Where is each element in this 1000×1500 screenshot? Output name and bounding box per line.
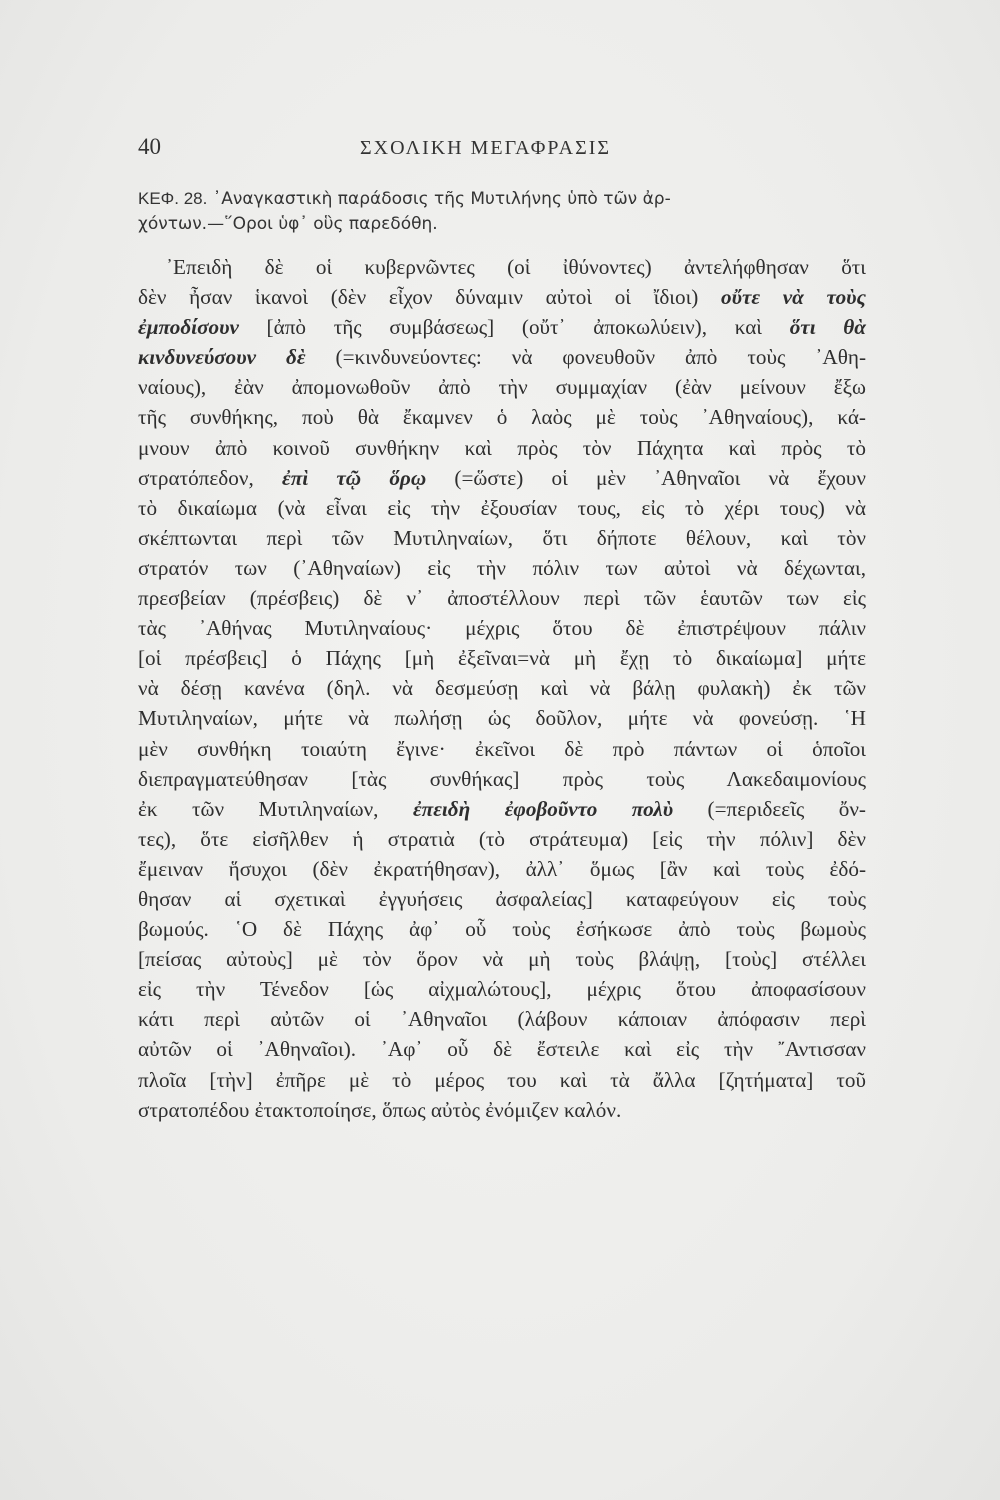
text-line — [138, 613, 866, 643]
text-line — [138, 553, 866, 583]
text-line — [138, 1065, 866, 1095]
text-segment: πλοῖα [τὴν] ἐπῆρε μὲ τὸ μέρος του καὶ τὰ ἄλλα [ζητήματα] τοῦ — [138, 1067, 866, 1092]
text-line — [138, 944, 866, 974]
text-line — [138, 914, 866, 944]
text-segment: ἐμποδίσουν — [138, 315, 239, 340]
text-segment: θησαν αἱ σχετικαὶ ἐγγυήσεις ἀσφαλείας] καταφεύγουν εἰς τοὺς — [138, 886, 866, 911]
text-segment: ἐπὶ τῷ ὅρῳ — [282, 465, 427, 490]
text-line — [138, 1095, 866, 1125]
text-line — [138, 643, 866, 673]
text-line — [138, 463, 866, 493]
chapter-title-line-1: ᾿Αναγκαστικὴ παράδοσις τῆς Μυτιλήνης ὑπὸ τῶν ἀρ- — [212, 189, 671, 209]
text-segment: (=κινδυνεύοντες: νὰ φονευθοῦν ἀπὸ τοὺς ᾿Αθη- — [305, 345, 866, 370]
text-line — [138, 734, 866, 764]
text-line — [138, 974, 866, 1004]
text-segment: ἐπειδὴ ἐφοβοῦντο πολὺ — [412, 796, 674, 821]
text-line — [138, 433, 866, 463]
text-segment: μὲν συνθήκη τοιαύτη ἔγινε· ἐκεῖνοι δὲ πρὸ πάντων οἱ ὁποῖοι — [138, 736, 866, 761]
text-line — [138, 493, 866, 523]
text-segment: κάτι περὶ αὐτῶν οἱ ᾿Αθηναῖοι (λάβουν κάποιαν ἀπόφασιν περὶ — [138, 1007, 866, 1032]
text-line — [138, 1004, 866, 1034]
text-segment: (=περιδεεῖς ὄν- — [673, 796, 866, 821]
text-segment: οὔτε νὰ τοὺς — [721, 285, 866, 310]
running-title: ΣΧΟΛΙΚΗ ΜΕΓΑΦΡΑΣΙΣ — [360, 137, 612, 159]
text-segment: ὅτι θὰ — [789, 315, 866, 340]
page-number: 40 — [138, 134, 161, 159]
text-segment: τὰς ᾿Αθήνας Μυτιληναίους· μέχρις ὅτου δὲ ἐπιστρέψουν πάλιν — [138, 616, 866, 641]
text-line — [138, 402, 866, 432]
text-line — [138, 252, 866, 282]
text-line — [138, 673, 866, 703]
text-line — [138, 372, 866, 402]
text-segment: στρατόπεδον, — [138, 465, 282, 490]
chapter-heading — [138, 186, 864, 237]
text-segment: [οἱ πρέσβεις] ὁ Πάχης [μὴ ἐξεῖναι=νὰ μὴ ἔχῃ τὸ δικαίωμα] μήτε — [138, 646, 866, 671]
text-segment: τὸ δικαίωμα (νὰ εἶναι εἰς τὴν ἐξουσίαν τους, εἰς τὸ χέρι τους) νὰ — [138, 495, 866, 520]
text-segment: κινδυνεύσουν δὲ — [138, 345, 306, 370]
chapter-title-line-2: χόντων.—῞Οροι ὑφ᾿ οὓς παρεδόθη. — [138, 214, 438, 234]
text-line — [138, 884, 866, 914]
text-segment: στρατόν των (᾿Αθηναίων) εἰς τὴν πόλιν των αὐτοὶ νὰ δέχωνται, — [138, 555, 866, 580]
text-segment: Μυτιληναίων, μήτε νὰ πωλήσῃ ὡς δοῦλον, μήτε νὰ φονεύσῃ. ῾Η — [138, 706, 866, 731]
text-line — [138, 312, 866, 342]
text-segment: μνουν ἀπὸ κοινοῦ συνθήκην καὶ πρὸς τὸν Πάχητα καὶ πρὸς τὸ — [138, 435, 866, 460]
text-segment: νὰ δέσῃ κανένα (δηλ. νὰ δεσμεύσῃ καὶ νὰ βάλῃ φυλακὴ) ἐκ τῶν — [138, 676, 866, 701]
text-line — [138, 854, 866, 884]
text-segment: ἔμειναν ἥσυχοι (δὲν ἐκρατήθησαν), ἀλλ᾿ ὅμως [ἂν καὶ τοὺς ἐδό- — [138, 856, 866, 881]
text-segment: δὲν ἦσαν ἱκανοὶ (δὲν εἶχον δύναμιν αὐτοὶ οἱ ἴδιοι) — [138, 285, 721, 310]
text-line — [138, 523, 866, 553]
text-line — [138, 764, 866, 794]
text-line — [138, 583, 866, 613]
text-line — [138, 824, 866, 854]
text-segment: διεπραγματεύθησαν [τὰς συνθήκας] πρὸς τοὺς Λακεδαιμονίους — [138, 766, 866, 791]
text-segment: [ἀπὸ τῆς συμβάσεως] (οὔτ᾿ ἀποκωλύειν), καὶ — [238, 315, 790, 340]
text-segment: στρατοπέδου ἐτακτοποίησε, ὅπως αὐτὸς ἐνόμιζεν καλόν. — [138, 1097, 622, 1122]
text-segment: ναίους), ἐὰν ἀπομονωθοῦν ἀπὸ τὴν συμμαχίαν (ἐὰν μείνουν ἔξω — [138, 375, 866, 400]
text-segment: (=ὥστε) οἱ μὲν ᾿Αθηναῖοι νὰ ἔχουν — [426, 465, 866, 490]
text-segment: πρεσβείαν (πρέσβεις) δὲ ν᾿ ἀποστέλλουν περὶ τῶν ἑαυτῶν των εἰς — [138, 586, 866, 611]
text-line — [138, 1034, 866, 1064]
body-text — [138, 252, 866, 1125]
text-line — [138, 794, 866, 824]
chapter-label: ΚΕΦ. 28. — [138, 189, 208, 208]
text-line — [138, 282, 866, 312]
text-segment: [πείσας αὐτοὺς] μὲ τὸν ὅρον νὰ μὴ τοὺς βλάψῃ, [τοὺς] στέλλει — [138, 947, 866, 972]
text-segment: τῆς συνθήκης, ποὺ θὰ ἔκαμνεν ὁ λαὸς μὲ τοὺς ᾿Αθηναίους), κά- — [138, 405, 866, 430]
text-segment: τες), ὅτε εἰσῆλθεν ἡ στρατιὰ (τὸ στράτευμα) [εἰς τὴν πόλιν] δὲν — [138, 826, 866, 851]
text-segment: εἰς τὴν Τένεδον [ὡς αἰχμαλώτους], μέχρις ὅτου ἀποφασίσουν — [138, 977, 866, 1002]
text-segment: σκέπτωνται περὶ τῶν Μυτιληναίων, ὅτι δήποτε θέλουν, καὶ τὸν — [138, 525, 866, 550]
page-header — [138, 134, 868, 174]
text-segment: ᾿Επειδὴ δὲ οἱ κυβερνῶντες (οἱ ἰθύνοντες) ἀντελήφθησαν ὅτι — [166, 255, 866, 279]
text-segment: ἐκ τῶν Μυτιληναίων, — [138, 796, 413, 821]
text-line — [138, 342, 866, 372]
text-segment: βωμούς. ῾Ο δὲ Πάχης ἀφ᾿ οὗ τοὺς ἐσήκωσε ἀπὸ τοὺς βωμοὺς — [138, 917, 866, 942]
text-line — [138, 703, 866, 733]
text-segment: αὐτῶν οἱ ᾿Αθηναῖοι). ᾿Αφ᾿ οὗ δὲ ἔστειλε καὶ εἰς τὴν ῎Αντισσαν — [138, 1037, 866, 1062]
